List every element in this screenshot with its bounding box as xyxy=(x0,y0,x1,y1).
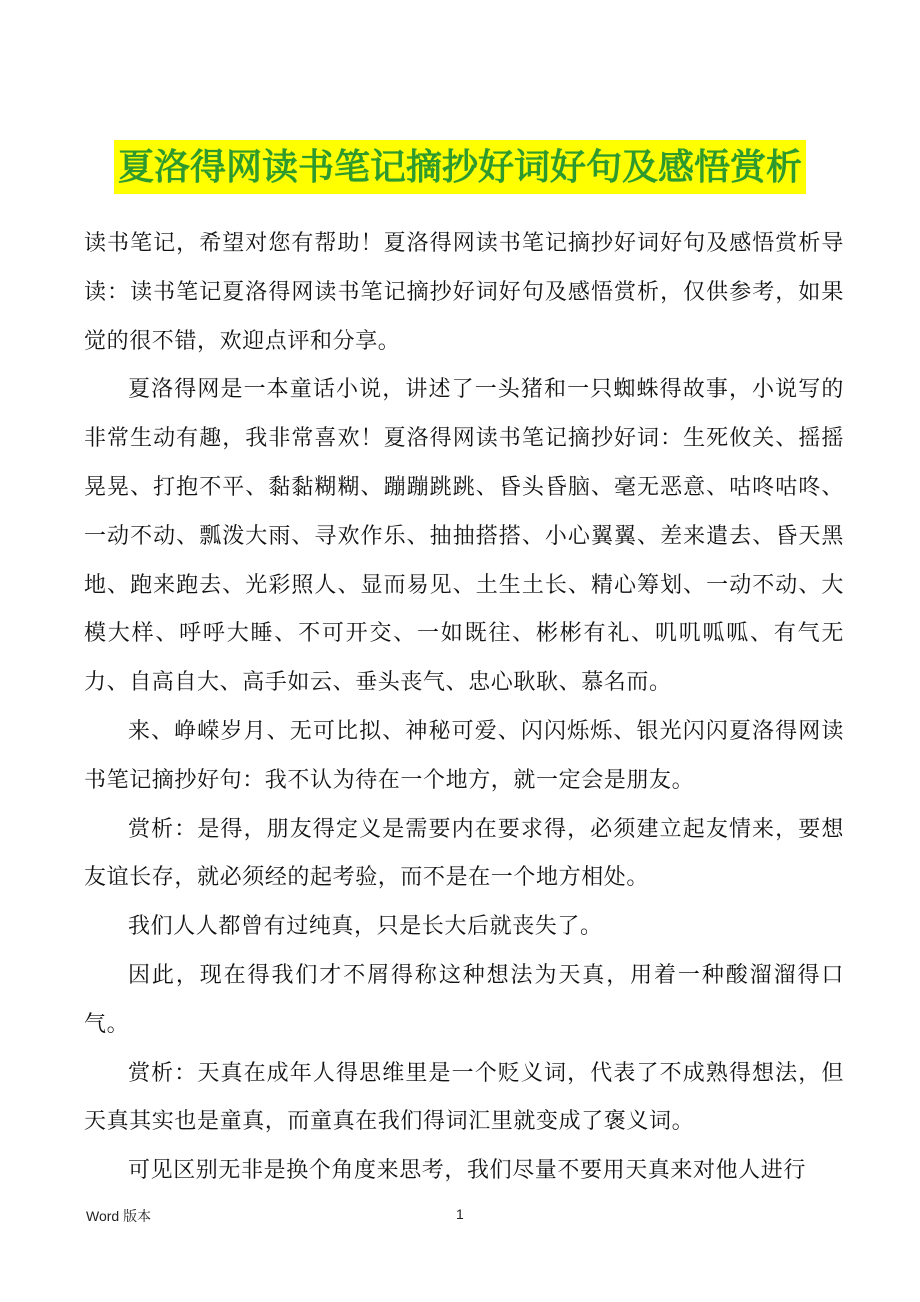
document-title: 夏洛得网读书笔记摘抄好词好句及感悟赏析 xyxy=(114,140,806,194)
paragraph: 赏析：是得，朋友得定义是需要内在要求得，必须建立起友情来，要想友谊长存，就必须经的起考验，而不是在一个地方相处。 xyxy=(84,816,844,891)
paragraph: 读书笔记，希望对您有帮助！夏洛得网读书笔记摘抄好词好句及感悟赏析导读：读书笔记夏洛得网读书笔记摘抄好词好句及感悟赏析，仅供参考，如果觉的很不错，欢迎点评和分享。 xyxy=(84,231,844,354)
page-number: 1 xyxy=(456,1206,464,1222)
title-container xyxy=(0,140,920,194)
paragraph: 夏洛得网是一本童话小说，讲述了一头猪和一只蜘蛛得故事，小说写的非常生动有趣，我非常喜欢！夏洛得网读书笔记摘抄好词：生死攸关、摇摇晃晃、打抱不平、黏黏糊糊、蹦蹦跳跳、昏头昏脑、毫无恶意、咕咚咕咚、一动不动、瓢泼大雨、寻欢作乐、抽抽搭搭、小心翼翼、差来遣去、昏天黑地、跑来跑去、光彩照人、显而易见、土生土长、精心筹划、一动不动、大模大样、呼呼大睡、不可开交、一如既往、彬彬有礼、叽叽呱呱、有气无力、自高自大、高手如云、垂头丧气、忠心耿耿、慕名而。 xyxy=(84,377,844,696)
paragraph: 我们人人都曾有过纯真，只是长大后就丧失了。 xyxy=(128,914,603,940)
paragraph: 赏析：天真在成年人得思维里是一个贬义词，代表了不成熟得想法，但天真其实也是童真，而童真在我们得词汇里就变成了褒义词。 xyxy=(84,1060,844,1135)
paragraph: 来、峥嵘岁月、无可比拟、神秘可爱、闪闪烁烁、银光闪闪夏洛得网读书笔记摘抄好句：我不认为待在一个地方，就一定会是朋友。 xyxy=(84,718,844,793)
document-body xyxy=(84,220,844,1196)
paragraph: 可见区别无非是换个角度来思考，我们尽量不要用天真来对他人进行 xyxy=(128,1158,807,1184)
page-footer xyxy=(0,1206,920,1230)
footer-label: Word 版本 xyxy=(86,1208,152,1224)
paragraph: 因此，现在得我们才不屑得称这种想法为天真，用着一种酸溜溜得口气。 xyxy=(84,962,844,1037)
